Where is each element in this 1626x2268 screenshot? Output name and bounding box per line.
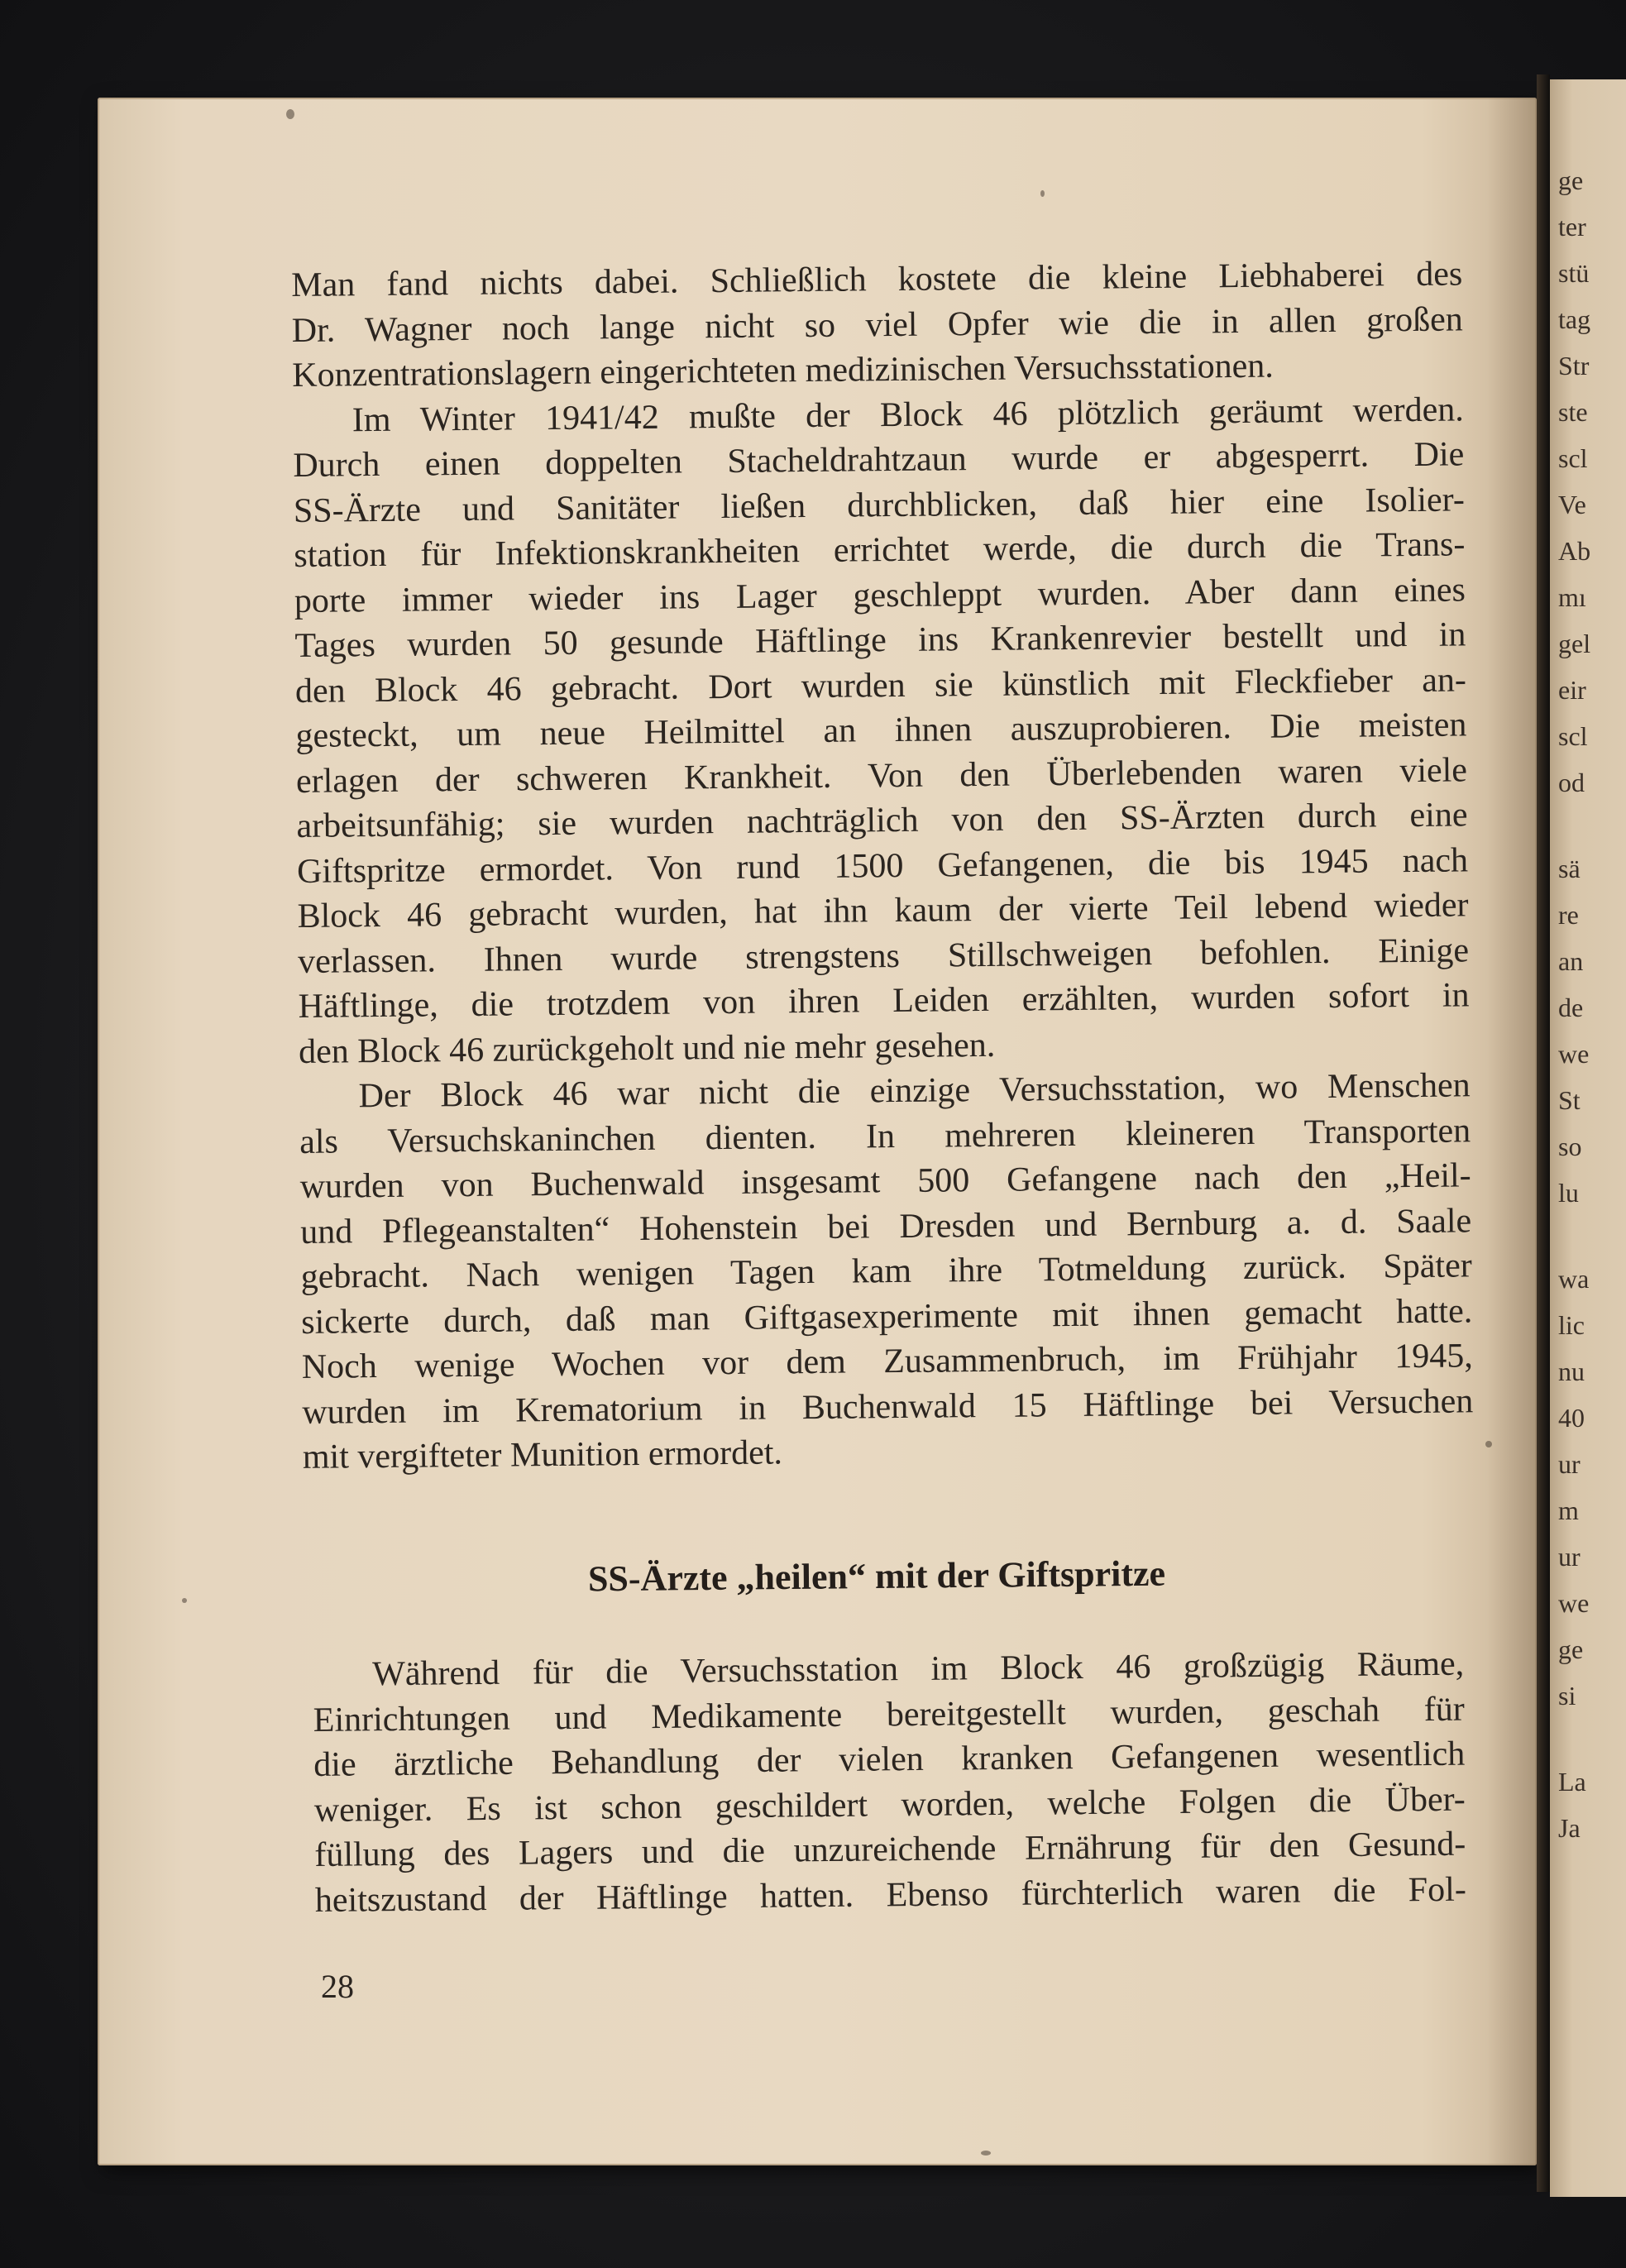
text-line: heitszustand der Häftlinge hatten. Ebenso fürchterlich waren die Fol- xyxy=(314,1870,1467,1920)
adjacent-page-fragment: Str xyxy=(1558,351,1590,380)
text-line: arbeitsunfähig; sie wurden nachträglich von den SS-Ärzten durch eine xyxy=(296,796,1468,845)
adjacent-page-fragment: od xyxy=(1558,768,1585,797)
adjacent-page-fragment: so xyxy=(1558,1132,1582,1161)
text-line: porte immer wieder ins Lager geschleppt wurden. Aber dann eines xyxy=(294,570,1466,620)
text-line: weniger. Es ist schon geschildert worden, welche Folgen die Über- xyxy=(313,1780,1466,1830)
adjacent-page-fragment: wa xyxy=(1558,1264,1590,1294)
adjacent-page-fragment: mı xyxy=(1558,582,1586,612)
text-line: verlassen. Ihnen wurde strengstens Stillschweigen befohlen. Einige xyxy=(297,931,1470,981)
section-heading: SS-Ärzte „heilen“ mit der Giftspritze xyxy=(587,1553,1166,1600)
adjacent-page-fragment: scl xyxy=(1558,443,1588,473)
adjacent-page-fragment: si xyxy=(1558,1681,1576,1711)
paragraph-3 xyxy=(299,1063,1474,1480)
text-line: SS-Ärzte und Sanitäter ließen durchblicken, daß hier eine Isolier- xyxy=(293,480,1466,530)
book-gutter xyxy=(1537,74,1550,2192)
text-line: füllung des Lagers und die unzureichende Ernährung für den Gesund- xyxy=(314,1825,1466,1874)
text-line: Konzentrationslagern eingerichteten medizinischen Versuchsstationen. xyxy=(292,347,1274,395)
text-line: Während für die Versuchsstation im Block 46 großzügig Räume, xyxy=(372,1644,1465,1694)
text-line: Tages wurden 50 gesunde Häftlinge ins Krankenrevier bestellt und in xyxy=(294,615,1466,665)
text-line: Häftlinge, die trotzdem von ihren Leiden erzählten, wurden sofort in xyxy=(298,976,1470,1026)
text-line: sickerte durch, daß man Giftgasexperimente mit ihnen gemacht hatte. xyxy=(301,1291,1473,1342)
adjacent-page-fragment: tag xyxy=(1558,304,1591,334)
adjacent-page-fragment: lic xyxy=(1558,1310,1585,1340)
adjacent-page-fragment: re xyxy=(1558,900,1579,930)
text-line: Man fand nichts dabei. Schließlich kostete die kleine Liebhaberei des xyxy=(291,255,1463,304)
adjacent-page-fragment: stü xyxy=(1558,258,1590,288)
adjacent-page-fragment: eir xyxy=(1558,675,1586,705)
adjacent-page-fragment: de xyxy=(1558,993,1584,1022)
adjacent-page-edge xyxy=(1550,79,1626,2197)
text-line: Im Winter 1941/42 mußte der Block 46 plötzlich geräumt werden. xyxy=(352,390,1464,439)
adjacent-page-fragment: 40 xyxy=(1558,1403,1585,1433)
text-line: Der Block 46 war nicht die einzige Versuchsstation, wo Menschen xyxy=(358,1066,1471,1116)
adjacent-page-fragment: we xyxy=(1558,1039,1590,1069)
paragraph-2 xyxy=(293,387,1471,1074)
adjacent-page-fragment: Ab xyxy=(1558,536,1591,566)
adjacent-page-fragment: La xyxy=(1558,1767,1586,1797)
body-text-lower xyxy=(313,1642,1466,1923)
body-text-upper xyxy=(291,251,1474,1480)
text-line: gesteckt, um neue Heilmittel an ihnen auszuprobieren. Die meisten xyxy=(295,706,1467,755)
adjacent-page-fragment: ter xyxy=(1558,212,1586,242)
adjacent-page-fragment: m xyxy=(1558,1495,1579,1525)
text-line: Durch einen doppelten Stacheldrahtzaun wurde er abgesperrt. Die xyxy=(293,435,1465,485)
text-line: Einrichtungen und Medikamente bereitgestellt wurden, geschah für xyxy=(313,1690,1465,1739)
paper-speck xyxy=(182,1598,187,1603)
text-line: wurden von Buchenwald insgesamt 500 Gefangene nach den „Heil- xyxy=(299,1156,1471,1206)
adjacent-page-fragment: Ja xyxy=(1558,1813,1581,1843)
adjacent-page-fragment: St xyxy=(1558,1085,1581,1115)
adjacent-page-fragment: ste xyxy=(1558,397,1588,427)
text-line: gebracht. Nach wenigen Tagen kam ihre Totmeldung zurück. Später xyxy=(300,1246,1472,1296)
adjacent-page-fragment: Ve xyxy=(1558,490,1586,519)
adjacent-page-fragment: lu xyxy=(1558,1178,1579,1208)
text-line: die ärztliche Behandlung der vielen kranken Gefangenen wesentlich xyxy=(313,1734,1466,1784)
adjacent-page-fragment: ge xyxy=(1558,165,1584,195)
text-line: erlagen der schweren Krankheit. Von den Überlebenden waren viele xyxy=(295,750,1468,801)
text-line: wurden im Krematorium in Buchenwald 15 Häftlinge bei Versuchen xyxy=(302,1381,1474,1432)
text-line: und Pflegeanstalten“ Hohenstein bei Dresden und Bernburg a. d. Saale xyxy=(300,1201,1472,1251)
adjacent-page-fragment: ge xyxy=(1558,1634,1584,1664)
adjacent-page-fragment: nu xyxy=(1558,1356,1585,1386)
adjacent-page-fragment: scl xyxy=(1558,721,1588,751)
text-line: mit vergifteter Munition ermordet. xyxy=(302,1433,783,1476)
adjacent-page-fragment: sä xyxy=(1558,854,1581,883)
text-line: Giftspritze ermordet. Von rund 1500 Gefangenen, die bis 1945 nach xyxy=(296,840,1469,891)
adjacent-page-fragment: we xyxy=(1558,1588,1590,1618)
text-line: Dr. Wagner noch lange nicht so viel Opfer wie die in allen großen xyxy=(291,299,1463,350)
paper-speck xyxy=(286,109,294,119)
adjacent-page-fragment: an xyxy=(1558,946,1584,976)
paragraph-4 xyxy=(313,1642,1466,1923)
adjacent-page-fragment: ur xyxy=(1558,1542,1581,1572)
paper-speck xyxy=(1485,1441,1492,1447)
text-line: Noch wenige Wochen vor dem Zusammenbruch, im Frühjahr 1945, xyxy=(301,1337,1473,1386)
text-line: den Block 46 zurückgeholt und nie mehr gesehen. xyxy=(298,1026,996,1071)
text-line: als Versuchskaninchen dienten. In mehreren kleineren Transporten xyxy=(299,1111,1471,1161)
adjacent-page-fragment: ur xyxy=(1558,1449,1581,1479)
paragraph-1 xyxy=(291,251,1464,398)
page-number: 28 xyxy=(321,1968,354,2005)
paper-speck xyxy=(981,2151,991,2156)
text-line: Block 46 gebracht wurden, hat ihn kaum der vierte Teil lebend wieder xyxy=(297,886,1469,935)
paper-speck xyxy=(1040,190,1045,197)
adjacent-page-fragment: gel xyxy=(1558,629,1591,658)
text-line: station für Infektionskrankheiten errichtet werde, die durch die Trans- xyxy=(294,525,1466,575)
text-line: den Block 46 gebracht. Dort wurden sie künstlich mit Fleckfieber an- xyxy=(294,660,1467,711)
